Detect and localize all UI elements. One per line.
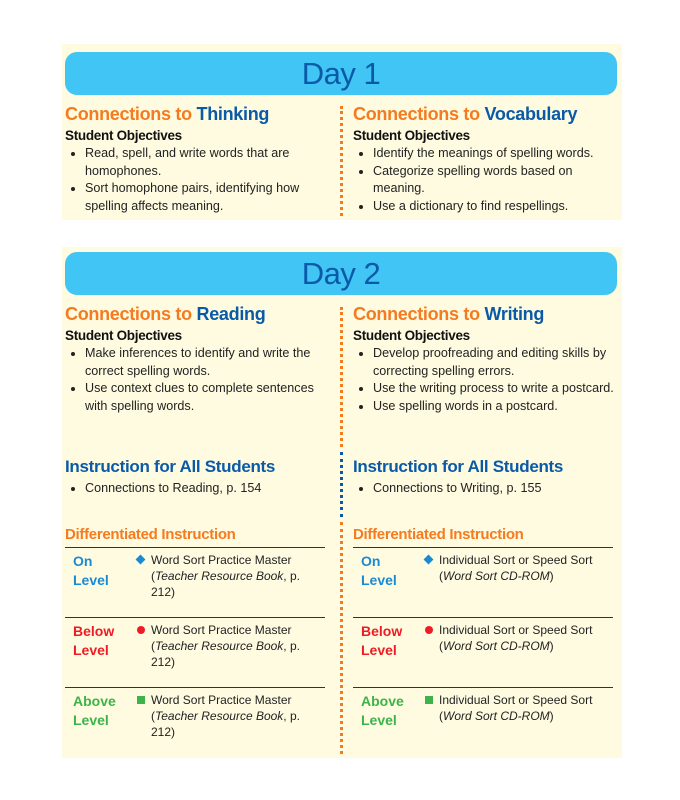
column-divider [340,307,343,447]
resource-source: (Word Sort CD-ROM) [439,639,554,653]
title-topic: Reading [196,304,266,324]
resource-source: (Teacher Resource Book, p. 212) [151,639,300,669]
objectives-label: Student Objectives [353,328,470,343]
level-row [353,547,613,617]
level-label-2: Level [73,642,109,658]
differentiated-section [65,526,325,757]
instruction-title: Instruction for All Students [353,457,564,476]
objective-item: • Identify the meanings of spelling words. [373,145,621,163]
title-prefix: Connections to [353,304,480,324]
instruction-item: • Connections to Writing, p. 155 [373,480,621,498]
day-1-col-1 [353,104,621,215]
level-label [73,622,133,660]
objective-item: • Use a dictionary to find respellings. [373,198,621,216]
resource-source-title: Teacher Resource Book [155,639,284,653]
day-2-col-0 [65,304,333,739]
level-label [361,692,421,730]
instruction-list [353,480,621,498]
resource-source: (Word Sort CD-ROM) [439,709,554,723]
day-1-col-0 [65,104,333,215]
differentiated-title: Differentiated Instruction [65,526,236,543]
level-label-2: Level [361,712,397,728]
level-label [73,552,133,590]
objective-item: • Read, spell, and write words that are homophones. [85,145,333,180]
resource-name: Individual Sort or Speed Sort [439,553,593,567]
resource-source-title: Teacher Resource Book [155,709,284,723]
objective-item: • Categorize spelling words based on meaning. [373,163,621,198]
resource-source-title: Word Sort CD-ROM [443,709,550,723]
section-title [65,304,333,325]
objectives-list [65,145,333,215]
resource-name: Word Sort Practice Master [151,623,292,637]
title-topic: Writing [484,304,545,324]
resource-page: , p. 212 [151,709,300,739]
level-resource [137,692,325,740]
column-divider-blue [340,452,343,517]
objective-item: • Use context clues to complete sentences with spelling words. [85,380,333,415]
level-label-1: Below [361,623,403,639]
resource-name: Word Sort Practice Master [151,693,292,707]
differentiated-section [353,526,613,757]
resource-source: (Teacher Resource Book, p. 212) [151,709,300,739]
resource-source-title: Word Sort CD-ROM [443,569,550,583]
instruction-section [65,457,333,498]
differentiated-title: Differentiated Instruction [353,526,524,543]
resource-source-title: Word Sort CD-ROM [443,639,550,653]
level-row [65,617,325,687]
diamond-bullet-icon [136,555,146,565]
level-label-1: Above [361,693,404,709]
objective-item: • Use the writing process to write a postcard. [373,380,621,398]
instruction-section [353,457,621,498]
title-prefix: Connections to [353,104,480,124]
resource-name: Word Sort Practice Master [151,553,292,567]
circle-bullet-icon [425,626,433,634]
level-label-2: Level [361,642,397,658]
objectives-label: Student Objectives [65,128,182,143]
square-bullet-icon [137,696,145,704]
circle-bullet-icon [137,626,145,634]
day-1-panel [62,44,622,220]
column-divider [340,106,343,216]
level-label-1: Below [73,623,115,639]
level-label-2: Level [73,712,109,728]
title-topic: Thinking [196,104,270,124]
diamond-bullet-icon [424,555,434,565]
level-label-2: Level [361,572,397,588]
level-label [361,622,421,660]
level-label-1: On [73,553,93,569]
title-prefix: Connections to [65,304,192,324]
objectives-label: Student Objectives [353,128,470,143]
instruction-title: Instruction for All Students [65,457,276,476]
level-label-2: Level [73,572,109,588]
day-2-panel [62,247,622,758]
title-topic: Vocabulary [484,104,578,124]
level-resource [425,692,592,724]
resource-name: Individual Sort or Speed Sort [439,623,593,637]
objective-item: • Make inferences to identify and write the correct spelling words. [85,345,333,380]
objectives-list [353,345,621,415]
day-1-header: Day 1 [65,52,617,95]
objective-item: • Develop proofreading and editing skills by correcting spelling errors. [373,345,621,380]
level-resource [425,552,592,584]
level-row [353,617,613,687]
level-row [353,687,613,757]
level-label-1: Above [73,693,116,709]
level-resource [137,622,325,670]
level-row [65,687,325,757]
objective-item: • Sort homophone pairs, identifying how spelling affects meaning. [85,180,333,215]
resource-source: (Word Sort CD-ROM) [439,569,554,583]
resource-name: Individual Sort or Speed Sort [439,693,593,707]
objectives-list [353,145,621,215]
square-bullet-icon [425,696,433,704]
resource-page: , p. 212 [151,639,300,669]
resource-source-title: Teacher Resource Book [155,569,284,583]
level-label [361,552,421,590]
section-title [65,104,333,125]
resource-page: , p. 212 [151,569,300,599]
column-divider [340,522,343,754]
level-label-1: On [361,553,381,569]
instruction-list [65,480,333,498]
level-row [65,547,325,617]
objective-item: • Use spelling words in a postcard. [373,398,621,416]
objectives-list [65,345,333,415]
level-resource [425,622,592,654]
level-resource [137,552,325,600]
level-label [73,692,133,730]
day-2-header: Day 2 [65,252,617,295]
instruction-item: • Connections to Reading, p. 154 [85,480,333,498]
day-2-col-1 [353,304,621,728]
resource-source: (Teacher Resource Book, p. 212) [151,569,300,599]
section-title [353,304,621,325]
title-prefix: Connections to [65,104,192,124]
section-title [353,104,621,125]
objectives-label: Student Objectives [65,328,182,343]
